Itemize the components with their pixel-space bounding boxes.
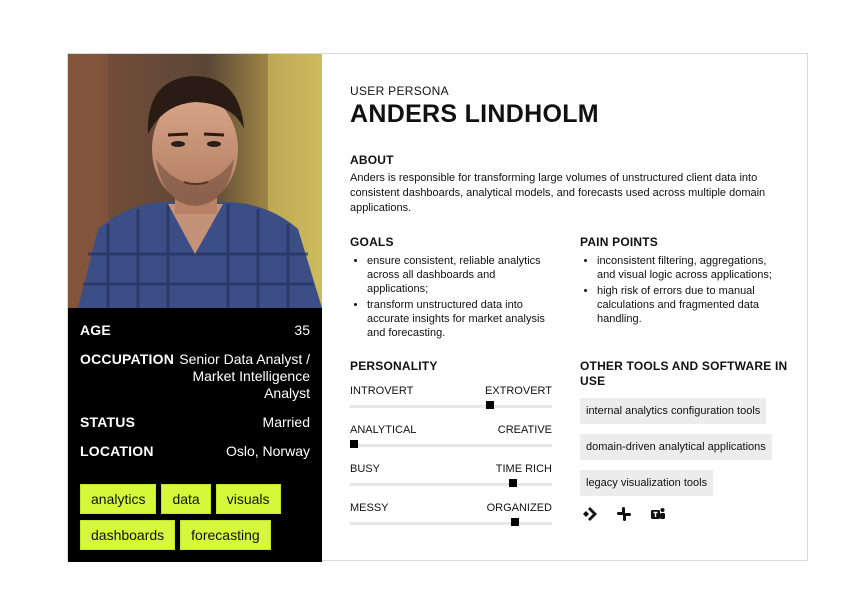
detail-value: Oslo, Norway [225,443,310,459]
trait-left-label: MESSY [350,502,389,514]
personality-heading: PERSONALITY [350,359,438,373]
teams-icon [650,506,666,527]
persona-photo [68,54,322,308]
tool-item: domain-driven analytical applications [580,434,772,460]
pain-points-section [580,235,785,328]
trait-right-label: CREATIVE [497,424,552,436]
right-panel [350,54,790,562]
trait-track [350,444,552,447]
tag: visuals [216,484,281,514]
detail-row-location [80,443,310,459]
trait-right-label: ORGANIZED [486,502,552,514]
left-panel [68,54,322,562]
trait-left-label: ANALYTICAL [350,424,417,436]
goals-section [350,235,555,342]
tag: data [161,484,210,514]
detail-label: AGE [80,322,111,338]
pain-points-heading: PAIN POINTS [580,235,658,249]
trait-left-label: INTROVERT [350,385,414,397]
persona-card [67,53,808,561]
jira-icon [582,506,598,527]
detail-row-occupation [80,351,310,402]
tool-icons [580,506,790,527]
pain-point-item: • high risk of errors due to manual calculations and fragmented data handling. [597,284,785,326]
detail-row-age [80,322,310,338]
trait-track [350,522,552,525]
goal-item: • ensure consistent, reliable analytics across all dashboards and applications; [367,254,555,296]
trait-slider [350,385,552,408]
tag: forecasting [180,520,270,550]
about-section [350,153,780,216]
trait-slider [350,463,552,486]
trait-left-label: BUSY [350,463,380,475]
detail-value: Senior Data Analyst / Market Intelligence Analyst [179,351,310,401]
tag: dashboards [80,520,175,550]
pain-point-item: • inconsistent filtering, aggregations, and visual logic across applications; [597,254,785,282]
detail-value: Married [262,414,310,430]
tools-section [580,359,790,527]
goal-item: • transform unstructured data into accurate insights for market analysis and forecasting. [367,298,555,340]
details-list [80,322,310,459]
tool-item: internal analytics configuration tools [580,398,766,424]
persona-name: ANDERS LINDHOLM [350,100,599,128]
trait-right-label: EXTROVERT [484,385,552,397]
tools-heading: OTHER TOOLS AND SOFTWARE IN USE [580,359,788,388]
persona-eyebrow: USER PERSONA [350,84,449,98]
trait-track [350,405,552,408]
detail-row-status [80,414,310,430]
trait-right-label: TIME RICH [495,463,552,475]
trait-marker [486,401,494,409]
detail-label: STATUS [80,414,136,430]
goals-list [350,254,555,340]
pain-points-list [580,254,785,326]
tool-item: legacy visualization tools [580,470,713,496]
tag-list [80,484,312,550]
about-heading: ABOUT [350,153,394,167]
trait-track [350,483,552,486]
detail-label: LOCATION [80,443,154,459]
detail-value: 35 [294,322,310,338]
about-text: Anders is responsible for transforming large volumes of unstructured client data into consistent dashboards, analytical models, and forecasts used across multiple domain applications. [350,172,766,214]
trait-slider [350,424,552,447]
trait-marker [509,479,517,487]
tag: analytics [80,484,156,514]
trait-marker [511,518,519,526]
trait-marker [350,440,358,448]
slack-icon [616,506,632,527]
goals-heading: GOALS [350,235,394,249]
trait-slider [350,502,552,525]
detail-label: OCCUPATION [80,351,175,367]
